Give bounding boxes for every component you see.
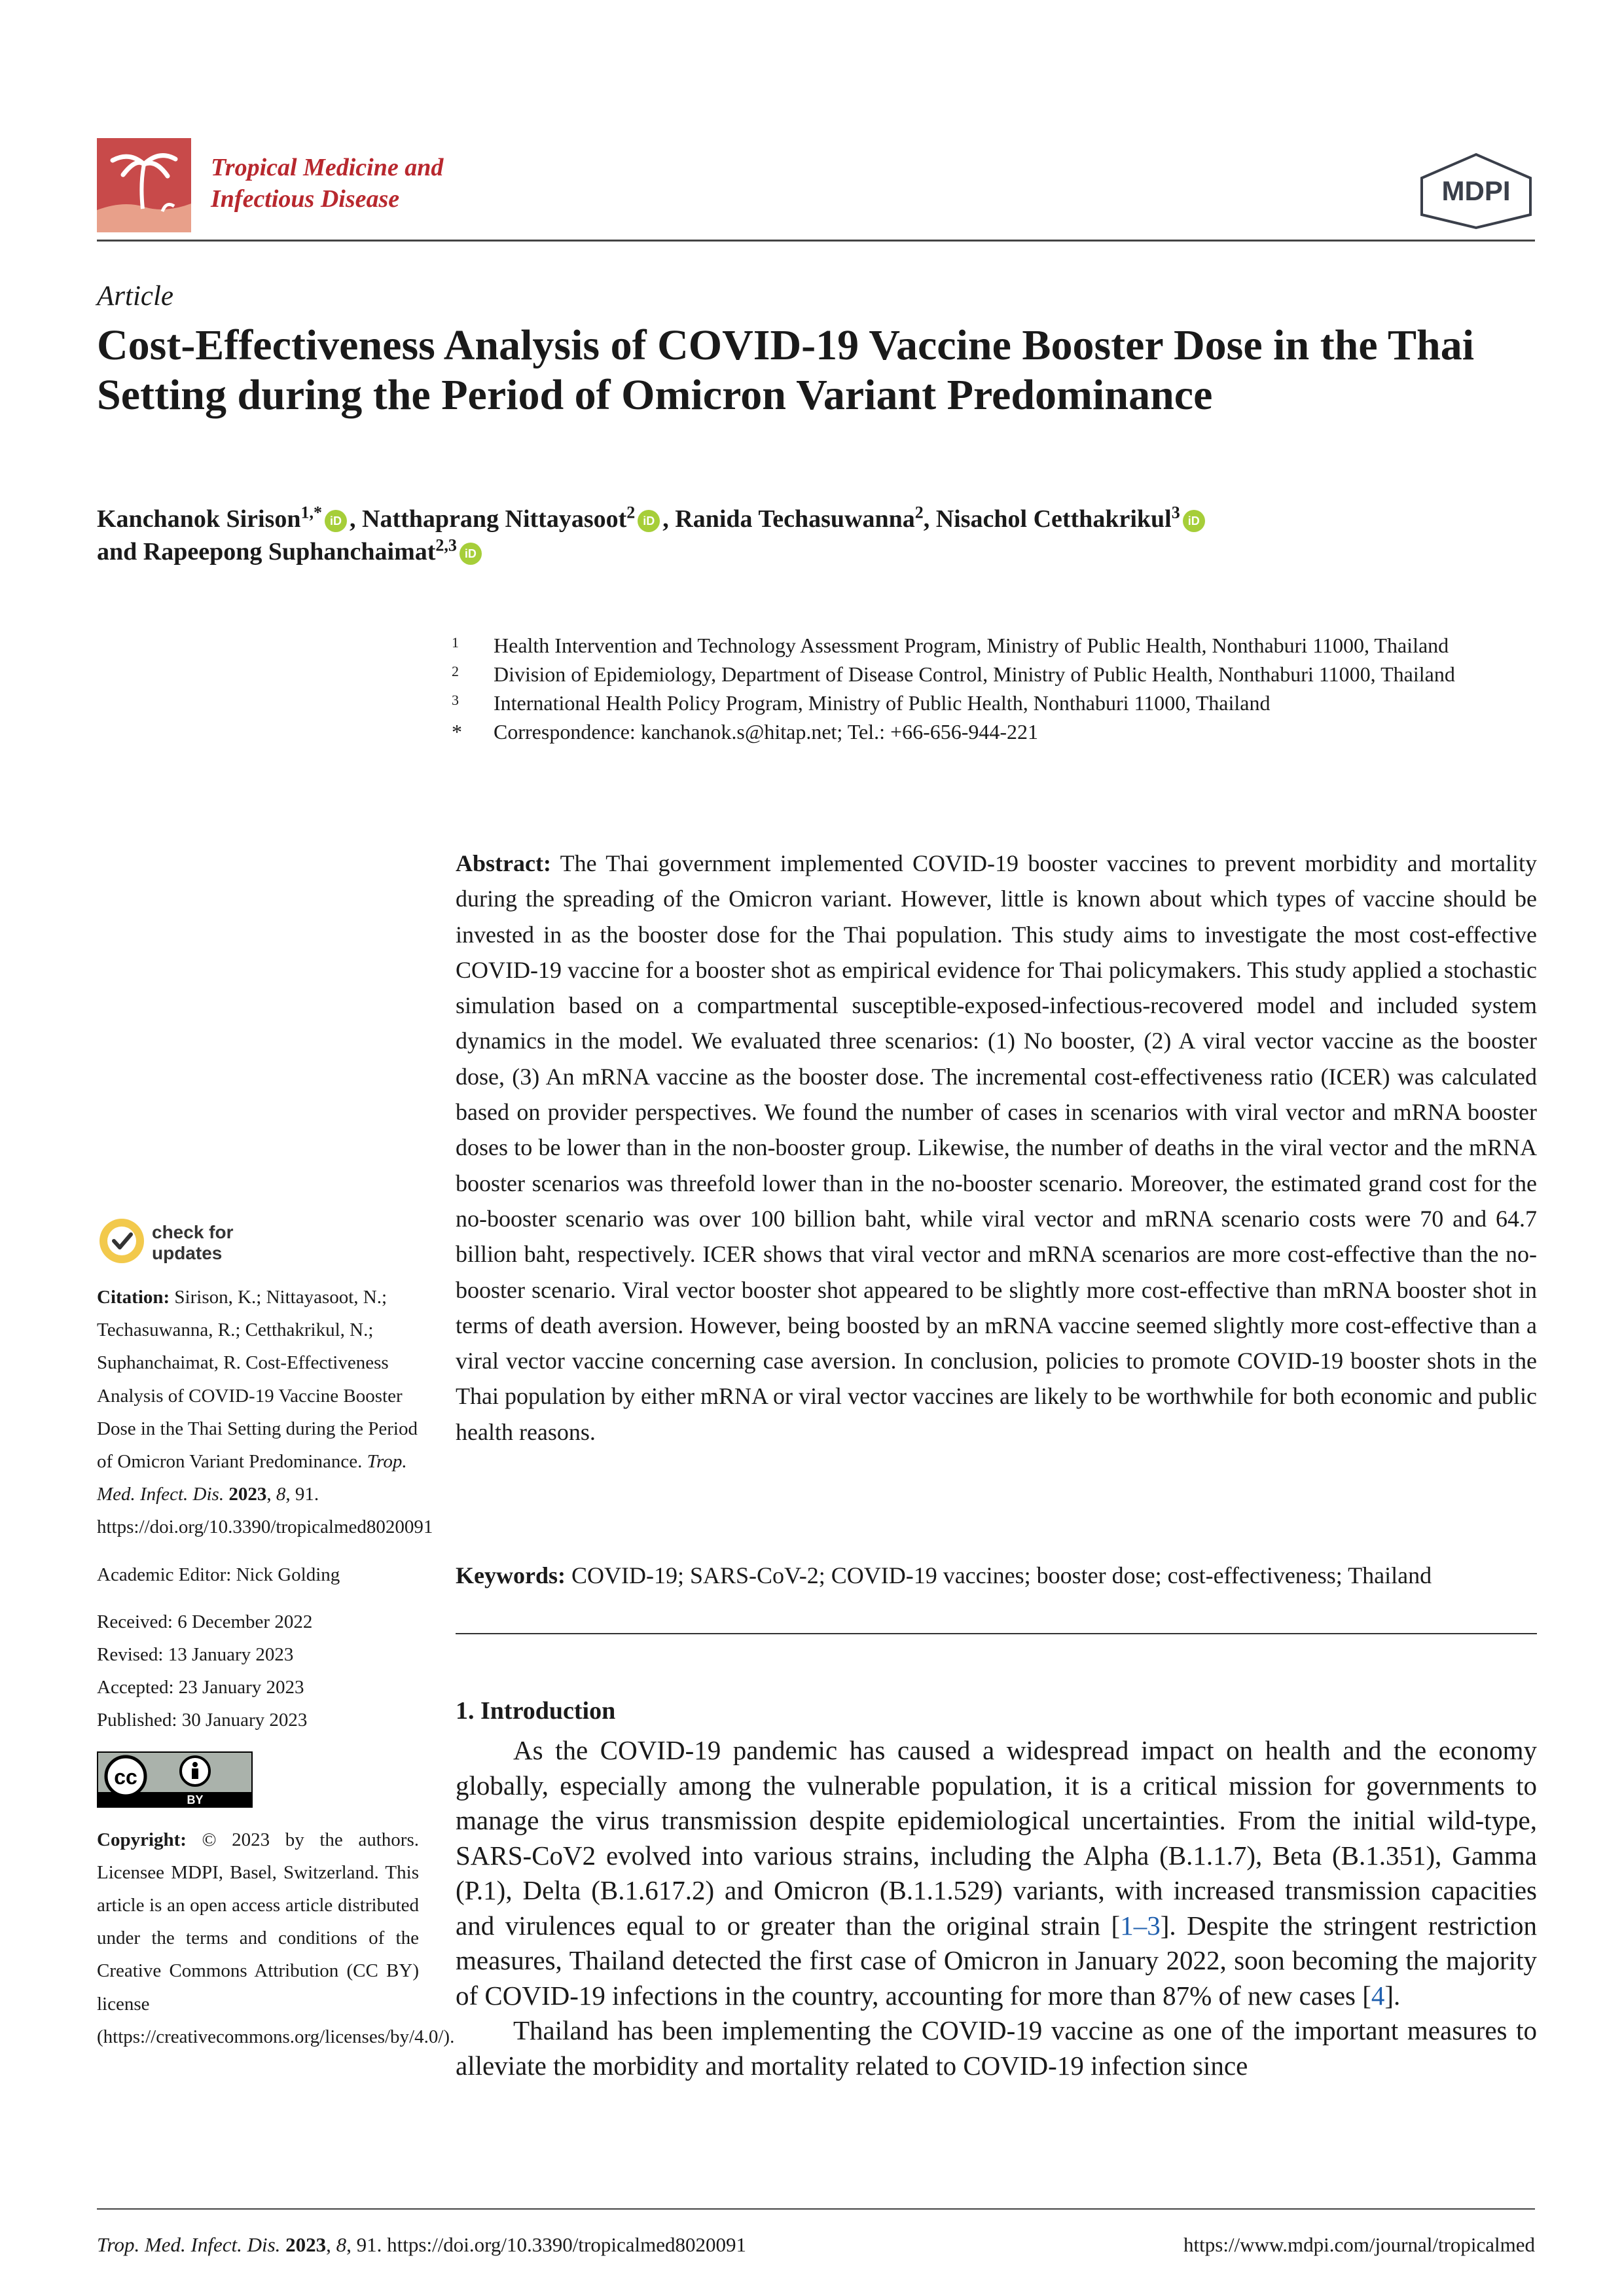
cc-by-label: BY bbox=[187, 1793, 204, 1806]
orcid-icon[interactable]: iD bbox=[325, 510, 347, 532]
abstract-label: Abstract: bbox=[456, 850, 551, 876]
affiliation-text: Division of Epidemiology, Department of Disease Control, Ministry of Public Health, Nonthaburi 11000, Thailand bbox=[494, 662, 1455, 686]
journal-name-line1: Tropical Medicine and bbox=[211, 154, 444, 181]
correspondence-text[interactable]: Correspondence: kanchanok.s@hitap.net; Tel.: +66-656-944-221 bbox=[494, 720, 1039, 744]
affiliation-mark: 1 bbox=[452, 634, 459, 651]
paragraph-text: ]. Despite the stringent restriction measures, Thailand detected the first case of Omicron in January 2022, soon becoming the majority of COVID-19 infections in the country, accounting for more than 87% of new cases [ bbox=[456, 1910, 1537, 2011]
affiliation-text: International Health Policy Program, Ministry of Public Health, Nonthaburi 11000, Thailand bbox=[494, 691, 1271, 715]
check-updates-button[interactable] bbox=[97, 1215, 293, 1267]
footer-year: 2023 bbox=[285, 2233, 327, 2256]
revised-date: Revised: 13 January 2023 bbox=[97, 1644, 294, 1666]
affiliation-mark: 2 bbox=[452, 663, 459, 679]
header-divider bbox=[97, 240, 1535, 242]
journal-name-line2: Infectious Disease bbox=[211, 185, 400, 213]
affiliation-mark: 3 bbox=[452, 692, 459, 708]
author-affiliation-marks: 1,* bbox=[300, 503, 322, 522]
author-name[interactable]: Natthaprang Nittayasoot bbox=[362, 505, 627, 533]
author-separator: , bbox=[350, 505, 362, 533]
dates bbox=[97, 1605, 419, 1737]
footer-citation: Trop. Med. Infect. Dis. 2023, 8, 91. https://doi.org/10.3390/tropicalmed8020091 bbox=[97, 2233, 746, 2256]
footer-journal-url[interactable]: https://www.mdpi.com/journal/tropicalmed bbox=[1183, 2233, 1535, 2256]
footer-divider bbox=[97, 2208, 1535, 2210]
article-type: Article bbox=[97, 281, 174, 312]
footer-journal: Trop. Med. Infect. Dis. bbox=[97, 2233, 281, 2256]
author-affiliation-marks: 2 bbox=[626, 503, 636, 522]
copyright-text: © 2023 by the authors. Licensee MDPI, Basel, Switzerland. This article is an open access article distributed under the terms and conditions of the Creative Commons Attribution (CC BY) license (https://creativecommons.org/licenses/by/4.0/). bbox=[97, 1829, 455, 2047]
publisher-name: MDPI bbox=[1441, 175, 1511, 206]
author-affiliation-marks: 2,3 bbox=[435, 535, 457, 555]
copyright-label: Copyright: bbox=[97, 1829, 187, 1850]
correspondence-mark: * bbox=[452, 720, 462, 744]
received-date: Received: 6 December 2022 bbox=[97, 1611, 313, 1632]
author-name[interactable]: and Rapeepong Suphanchaimat bbox=[97, 538, 436, 565]
affiliations bbox=[452, 631, 1538, 746]
author-separator: , bbox=[923, 505, 936, 533]
keywords-label: Keywords: bbox=[456, 1562, 566, 1588]
sidebar bbox=[97, 1281, 455, 2053]
accepted-date: Accepted: 23 January 2023 bbox=[97, 1677, 304, 1698]
citation-link[interactable]: 4 bbox=[1371, 1980, 1385, 2011]
journal-logo bbox=[97, 138, 191, 232]
footer-volume: 8 bbox=[336, 2233, 347, 2256]
keywords-text: COVID-19; SARS-CoV-2; COVID-19 vaccines; booster dose; cost-effectiveness; Thailand bbox=[571, 1562, 1432, 1588]
citation-label: Citation: bbox=[97, 1287, 170, 1308]
check-updates-label: check for bbox=[152, 1222, 234, 1242]
copyright-notice bbox=[97, 1823, 455, 2053]
citation: Citation: Sirison, K.; Nittayasoot, N.; Techasuwanna, R.; Cetthakrikul, N.; Suphanchaimat, R. Cost-Effectiveness Analysis of COVID-19 Vaccine Booster Dose in the Thai Setting during the Period of Omicron Variant Predominance. Trop. Med. Infect. Dis. 2023, 8, 91. https://doi.org/10.3390/tropicalmed8020091 bbox=[97, 1287, 433, 1538]
citation-volume: 8 bbox=[276, 1484, 286, 1505]
orcid-icon[interactable]: iD bbox=[638, 510, 660, 532]
published-date: Published: 30 January 2023 bbox=[97, 1710, 308, 1731]
citation-text: Sirison, K.; Nittayasoot, N.; Techasuwanna, R.; Cetthakrikul, N.; Suphanchaimat, R. Cost-Effectiveness Analysis of COVID-19 Vaccine Booster Dose in the Thai Setting during the Period of Omicron Variant Predominance. bbox=[97, 1287, 418, 1473]
author-list bbox=[97, 503, 1504, 568]
paragraph-text: ]. bbox=[1384, 1980, 1401, 2011]
affiliation-item bbox=[452, 660, 1538, 689]
footer-doi[interactable]: , 91. https://doi.org/10.3390/tropicalmed8020091 bbox=[346, 2233, 746, 2256]
citation-link[interactable]: 1–3 bbox=[1120, 1910, 1161, 1941]
orcid-icon[interactable]: iD bbox=[1183, 510, 1205, 532]
author-affiliation-marks: 2 bbox=[914, 503, 924, 522]
keywords bbox=[456, 1558, 1537, 1593]
section-heading: 1. Introduction bbox=[456, 1697, 616, 1725]
paragraph bbox=[456, 1733, 1537, 2013]
affiliation-item bbox=[452, 631, 1538, 660]
cc-by-license-badge[interactable] bbox=[97, 1751, 253, 1808]
correspondence-item bbox=[452, 717, 1538, 746]
check-updates-label: updates bbox=[152, 1243, 223, 1263]
introduction-body bbox=[456, 1733, 1537, 2083]
paragraph-text: As the COVID-19 pandemic has caused a widespread impact on health and the economy globally, especially among the vulnerable population, it is a critical mission for governments to manage the virus transmission despite epidemiological uncertainties. From the initial wild-type, SARS-CoV2 evolved into various strains, including the Alpha (B.1.1.7), Beta (B.1.351), Gamma (P.1), Delta (B.1.617.2) and Omicron (B.1.1.529) variants, with increased transmission capacities and virulences equal to or greater than the original strain [ bbox=[456, 1735, 1537, 1941]
author-affiliation-marks: 3 bbox=[1171, 503, 1180, 522]
citation-doi[interactable]: , 91. https://doi.org/10.3390/tropicalmed8020091 bbox=[97, 1484, 433, 1538]
author-separator: , bbox=[662, 505, 676, 533]
abstract bbox=[456, 846, 1537, 1450]
publisher-logo bbox=[1414, 152, 1538, 230]
affiliation-text: Health Intervention and Technology Assessment Program, Ministry of Public Health, Nonthaburi 11000, Thailand bbox=[494, 634, 1449, 657]
academic-editor: Academic Editor: Nick Golding bbox=[97, 1564, 340, 1585]
citation-year: 2023 bbox=[228, 1484, 267, 1505]
svg-text:cc: cc bbox=[114, 1765, 137, 1789]
author-name[interactable]: Ranida Techasuwanna bbox=[675, 505, 915, 533]
citation-journal: Trop. Med. Infect. Dis. bbox=[97, 1451, 407, 1505]
affiliation-item bbox=[452, 689, 1538, 717]
orcid-icon[interactable]: iD bbox=[460, 543, 482, 565]
journal-name bbox=[211, 152, 669, 215]
abstract-text: The Thai government implemented COVID-19 booster vaccines to prevent morbidity and mortality during the spreading of the Omicron variant. However, little is known about which types of vaccine should be invested in as the booster dose for the Thai population. This study aims to investigate the most cost-effective COVID-19 vaccine for a booster shot as empirical evidence for Thai policymakers. This study applied a stochastic simulation based on a compartmental susceptible-exposed-infectious-recovered model and included system dynamics in the model. We evaluated three scenarios: (1) No booster, (2) A viral vector vaccine as the booster dose, (3) An mRNA vaccine as the booster dose. The incremental cost-effectiveness ratio (ICER) was calculated based on provider perspectives. We found the number of cases in scenarios with viral vector and mRNA booster doses to be lower than in the non-booster group. Likewise, the number of deaths in the viral vector and the mRNA booster scenarios was threefold lower than in the no-booster scenario. Moreover, the estimated grand cost for the no-booster scenario was over 100 billion baht, while viral vector and mRNA scenario costs were 70 and 64.7 billion baht, respectively. ICER shows that viral vector and mRNA scenarios are more cost-effective than the no-booster scenario. Viral vector booster shot appeared to be slightly more cost-effective than mRNA booster shot in terms of death aversion. However, being boosted by an mRNA vaccine seemed slightly more cost-effective than a viral vector vaccine concerning case aversion. In conclusion, policies to promote COVID-19 booster shots in the Thai population by either mRNA or viral vector vaccines are likely to be worthwhile for both economic and public health reasons. bbox=[456, 850, 1537, 1445]
author-name[interactable]: Kanchanok Sirison bbox=[97, 505, 301, 533]
paragraph: Thailand has been implementing the COVID-19 vaccine as one of the important measures to alleviate the morbidity and mortality related to COVID-19 infection since bbox=[456, 2015, 1537, 2081]
author-name[interactable]: Nisachol Cetthakrikul bbox=[935, 505, 1172, 533]
article-title: Cost-Effectiveness Analysis of COVID-19 Vaccine Booster Dose in the Thai Setting during the Period of Omicron Variant Predominance bbox=[97, 321, 1475, 419]
section-divider bbox=[456, 1633, 1537, 1634]
